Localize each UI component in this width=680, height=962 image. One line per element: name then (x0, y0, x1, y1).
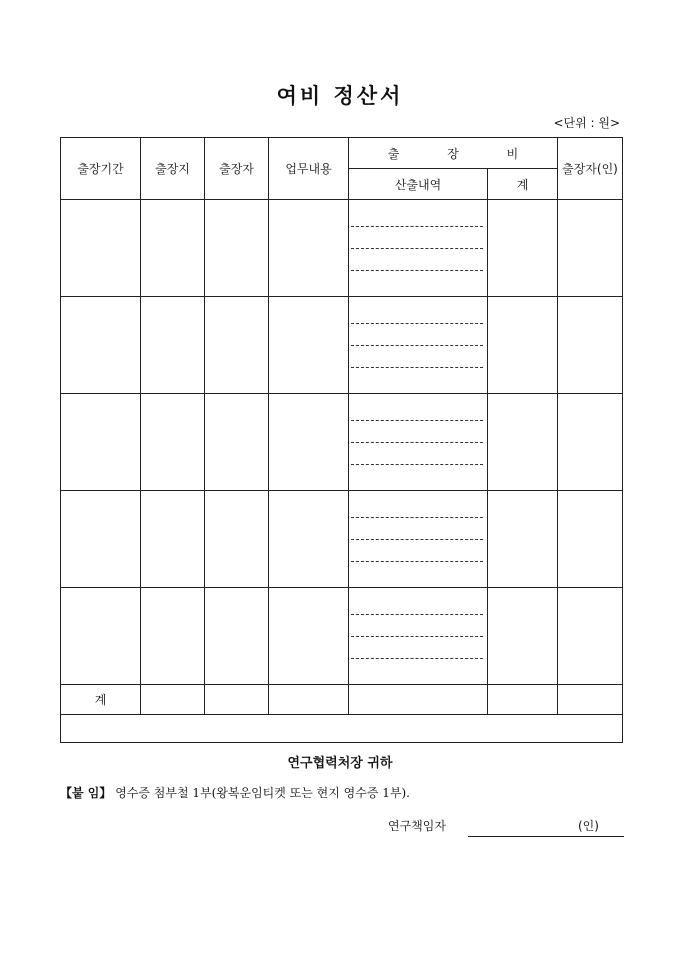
sum-cell[interactable] (488, 200, 558, 297)
signature-line[interactable] (468, 836, 624, 837)
total-calc-cell[interactable] (349, 685, 488, 715)
header-traveler: 출장자 (205, 138, 269, 200)
sum-cell[interactable] (488, 394, 558, 491)
dotted-line (351, 420, 483, 421)
traveler-cell[interactable] (205, 588, 269, 685)
dotted-line (351, 248, 483, 249)
dotted-line (351, 226, 483, 227)
addressee: 연구협력처장 귀하 (287, 756, 393, 771)
attachment-text: 영수증 첨부철 1부(왕복운임티켓 또는 현지 영수증 1부). (115, 786, 410, 800)
dotted-line (351, 367, 483, 368)
place-cell[interactable] (141, 200, 205, 297)
duty-cell[interactable] (269, 200, 349, 297)
calc-cell[interactable] (349, 394, 488, 491)
table-row (61, 491, 623, 588)
sign-cell[interactable] (558, 491, 623, 588)
place-cell[interactable] (141, 588, 205, 685)
calc-cell[interactable] (349, 491, 488, 588)
header-expense (349, 138, 558, 169)
duty-cell[interactable] (269, 394, 349, 491)
document-title: 여비 정산서 (276, 83, 404, 108)
sum-cell[interactable] (488, 588, 558, 685)
traveler-cell[interactable] (205, 394, 269, 491)
sign-cell[interactable] (558, 588, 623, 685)
dotted-line (351, 464, 483, 465)
header-sign: 출장자(인) (558, 138, 623, 200)
total-sum-cell[interactable] (488, 685, 558, 715)
period-cell[interactable] (61, 200, 141, 297)
header-expense-label: 출 장 비 (387, 146, 541, 161)
header-period: 출장기간 (61, 138, 141, 200)
traveler-cell[interactable] (205, 297, 269, 394)
dotted-line (351, 636, 483, 637)
attachment-note (60, 784, 410, 801)
sign-cell[interactable] (558, 297, 623, 394)
duty-cell[interactable] (269, 297, 349, 394)
dotted-line (351, 614, 483, 615)
sum-cell[interactable] (488, 491, 558, 588)
table-row (61, 297, 623, 394)
total-traveler-cell[interactable] (205, 685, 269, 715)
remarks-cell[interactable] (61, 715, 623, 743)
dotted-line (351, 517, 483, 518)
sum-cell[interactable] (488, 297, 558, 394)
total-label: 계 (61, 685, 141, 715)
duty-cell[interactable] (269, 491, 349, 588)
dotted-line (351, 539, 483, 540)
dotted-line (351, 345, 483, 346)
traveler-cell[interactable] (205, 491, 269, 588)
attachment-label: 【붙 임】 (60, 786, 112, 800)
total-duty-cell[interactable] (269, 685, 349, 715)
period-cell[interactable] (61, 297, 141, 394)
dotted-line (351, 323, 483, 324)
dotted-line (351, 270, 483, 271)
period-cell[interactable] (61, 394, 141, 491)
total-place-cell[interactable] (141, 685, 205, 715)
place-cell[interactable] (141, 491, 205, 588)
calc-cell[interactable] (349, 588, 488, 685)
period-cell[interactable] (61, 588, 141, 685)
header-calc: 산출내역 (349, 169, 488, 200)
header-sum: 계 (488, 169, 558, 200)
place-cell[interactable] (141, 297, 205, 394)
remarks-row (61, 715, 623, 743)
header-duty: 업무내용 (269, 138, 349, 200)
calc-cell[interactable] (349, 200, 488, 297)
duty-cell[interactable] (269, 588, 349, 685)
signer-label: 연구책임자 (388, 819, 446, 833)
table-row (61, 394, 623, 491)
sign-cell[interactable] (558, 394, 623, 491)
expense-table (60, 137, 623, 743)
dotted-line (351, 561, 483, 562)
place-cell[interactable] (141, 394, 205, 491)
sign-cell[interactable] (558, 200, 623, 297)
dotted-line (351, 658, 483, 659)
table-row (61, 588, 623, 685)
calc-cell[interactable] (349, 297, 488, 394)
total-row (61, 685, 623, 715)
period-cell[interactable] (61, 491, 141, 588)
table-row (61, 200, 623, 297)
seal-label: (인) (578, 819, 599, 833)
header-place: 출장지 (141, 138, 205, 200)
traveler-cell[interactable] (205, 200, 269, 297)
dotted-line (351, 442, 483, 443)
unit-note: <단위 : 원> (553, 116, 620, 130)
total-sign-cell[interactable] (558, 685, 623, 715)
